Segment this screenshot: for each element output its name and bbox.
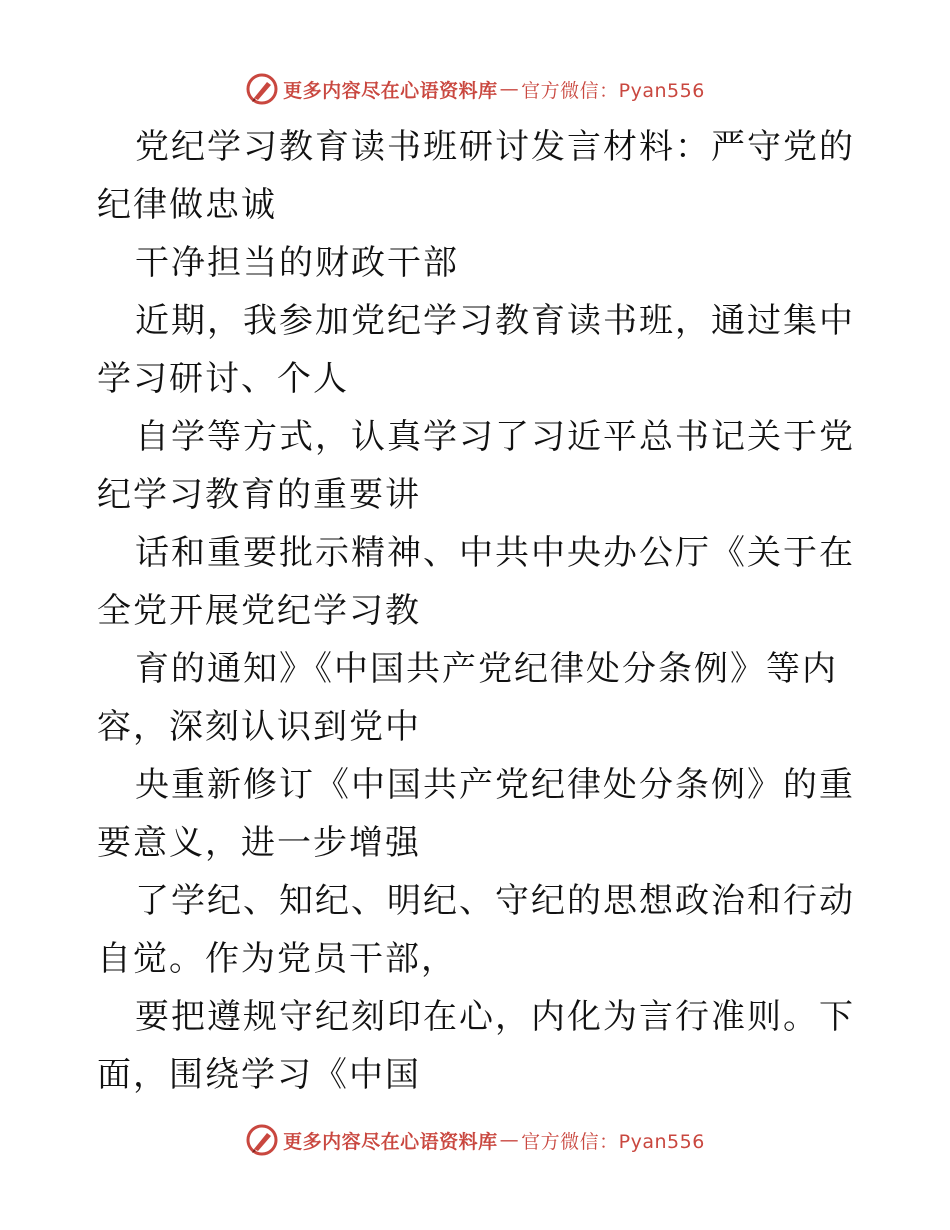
footer-watermark <box>0 1118 950 1162</box>
header-watermark <box>0 67 950 111</box>
paragraph: 自学等方式，认真学习了习近平总书记关于党纪学习教育的重要讲 <box>97 417 855 515</box>
watermark-separator: — <box>499 78 520 100</box>
paragraph: 育的通知》《中国共产党纪律处分条例》等内容，深刻认识到党中 <box>97 649 838 747</box>
paragraph: 近期，我参加党纪学习教育读书班，通过集中学习研讨、个人 <box>97 301 855 399</box>
paragraph: 话和重要批示精神、中共中央办公厅《关于在全党开展党纪学习教 <box>97 533 855 631</box>
document-body <box>97 118 857 1104</box>
watermark-site-text: 更多内容尽在心语资料库 <box>283 1130 498 1153</box>
paragraph-subtitle: 干净担当的财政干部 <box>135 243 459 283</box>
paragraph: 央重新修订《中国共产党纪律处分条例》的重要意义，进一步增强 <box>97 765 855 863</box>
paragraph-title: 党纪学习教育读书班研讨发言材料：严守党的纪律做忠诚 <box>97 127 855 225</box>
paragraph: 了学纪、知纪、明纪、守纪的思想政治和行动自觉。作为党员干部， <box>97 881 855 979</box>
paragraph: 要把遵规守纪刻印在心，内化为言行准则。下面，围绕学习《中国 <box>97 997 855 1095</box>
watermark-separator: — <box>499 1129 520 1151</box>
watermark-wechat-text: 官方微信：Pyan556 <box>521 79 705 102</box>
watermark-site-text: 更多内容尽在心语资料库 <box>283 79 498 102</box>
pen-in-circle-logo-icon <box>245 1123 279 1157</box>
watermark-wechat-text: 官方微信：Pyan556 <box>521 1130 705 1153</box>
pen-in-circle-logo-icon <box>245 72 279 106</box>
